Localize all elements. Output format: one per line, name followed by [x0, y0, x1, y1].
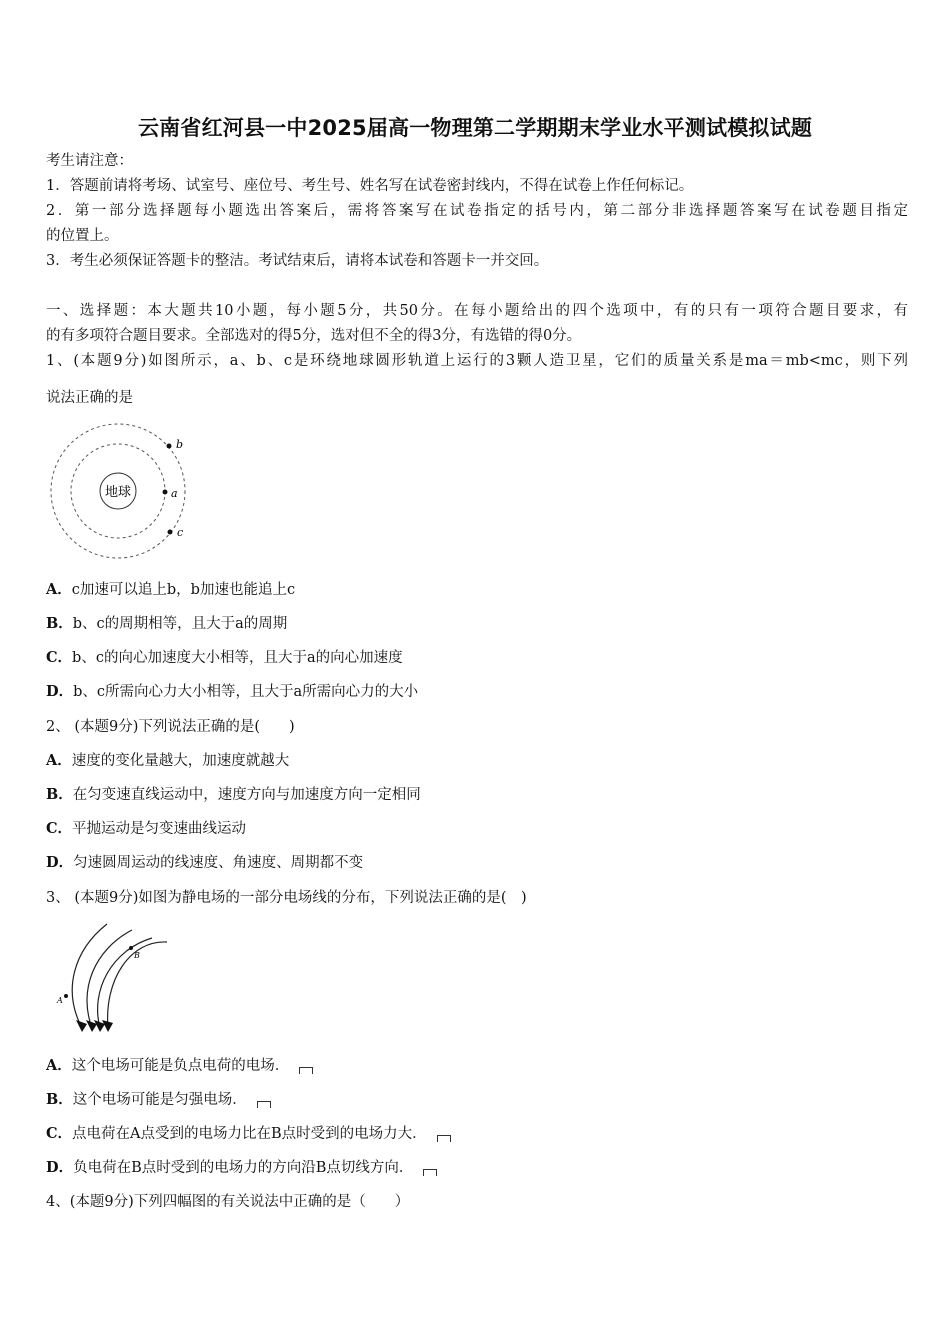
option-label: C． — [46, 820, 73, 837]
answer-mark-icon — [257, 1101, 271, 1108]
option-label: B． — [46, 1091, 73, 1108]
q4-stem: 4、(本题9分)下列四幅图的有关说法中正确的是（ ） — [46, 1194, 410, 1210]
q3-option-d — [46, 1158, 908, 1178]
option-label: B． — [46, 786, 73, 803]
q1-stem-cont: 说法正确的是 — [46, 390, 133, 406]
q2-stem: 2、 (本题9分)下列说法正确的是( ) — [46, 719, 295, 735]
option-text: b、c的周期相等，且大于a的周期 — [72, 616, 288, 632]
section-intro-line1: 一、选择题：本大题共10小题，每小题5分，共50分。在每小题给出的四个选项中，有的只有一项符合题目要求，有 — [46, 303, 908, 319]
q3-option-a — [46, 1056, 908, 1076]
option-label: B． — [46, 615, 73, 632]
field-line-1 — [72, 924, 107, 1028]
q2-option-b — [46, 785, 908, 805]
option-text: 速度的变化量越大，加速度就越大 — [71, 753, 290, 769]
option-text: b、c的向心加速度大小相等，且大于a的向心加速度 — [72, 650, 403, 666]
option-text: 在匀变速直线运动中，速度方向与加速度方向一定相同 — [72, 787, 421, 803]
option-label: C． — [46, 649, 73, 666]
notice-heading: 考生请注意： — [46, 153, 133, 169]
option-text: c加速可以追上b，b加速也能追上c — [71, 582, 296, 598]
option-text: 匀速圆周运动的线速度、角速度、周期都不变 — [73, 855, 364, 871]
q1-option-c — [46, 648, 908, 668]
satellite-a — [163, 490, 168, 495]
q3-option-c — [46, 1124, 908, 1144]
arrow-1 — [76, 1020, 87, 1032]
notice-item-1: 1．答题前请将考场、试室号、座位号、考生号、姓名写在试卷密封线内，不得在试卷上作任何标记。 — [46, 178, 694, 194]
answer-mark-icon — [299, 1067, 313, 1074]
option-text: 点电荷在A点受到的电场力比在B点时受到的电场力大． — [72, 1126, 427, 1142]
section-intro-line2: 的有多项符合题目要求。全部选对的得5分，选对但不全的得3分，有选错的得0分。 — [46, 328, 582, 344]
point-b — [129, 946, 133, 950]
satellite-c-label: c — [177, 526, 184, 539]
notice-item-3: 3．考生必须保证答题卡的整洁。考试结束后，请将本试卷和答题卡一并交回。 — [46, 253, 549, 269]
option-label: D． — [46, 683, 74, 700]
option-text: 这个电场可能是负点电荷的电场． — [71, 1058, 290, 1074]
q3-stem: 3、 (本题9分)如图为静电场的一部分电场线的分布，下列说法正确的是( ) — [46, 890, 527, 906]
q3-option-b — [46, 1090, 908, 1110]
q2-option-d — [46, 853, 908, 873]
satellite-a-label: a — [171, 487, 178, 500]
answer-mark-icon — [437, 1135, 451, 1142]
q1-orbit-figure — [46, 418, 196, 563]
q1-stem: 1、(本题9分)如图所示，a、b、c是环绕地球圆形轨道上运行的3颗人造卫星，它们的质量关系是ma＝mb<mc，则下列 — [46, 353, 908, 369]
q1-option-a — [46, 580, 908, 600]
q1-option-b — [46, 614, 908, 634]
point-a-label: A — [57, 996, 63, 1005]
notice-item-2: 2．第一部分选择题每小题选出答案后，需将答案写在试卷指定的括号内，第二部分非选择题答案写在试卷题目指定 — [46, 203, 908, 219]
option-label: C． — [46, 1125, 73, 1142]
point-a — [64, 994, 68, 998]
point-b-label: B — [134, 951, 140, 960]
option-label: A． — [46, 752, 72, 769]
field-line-3 — [98, 938, 152, 1028]
satellite-b — [167, 444, 172, 449]
satellite-b-label: b — [176, 438, 184, 451]
q3-field-line-figure — [52, 920, 172, 1035]
field-line-2 — [87, 930, 132, 1028]
option-text: 负电荷在B点时受到的电场力的方向沿B点切线方向． — [73, 1160, 414, 1176]
option-label: D． — [46, 1159, 74, 1176]
earth-label: 地球 — [104, 485, 132, 500]
q2-option-a — [46, 751, 908, 771]
option-text: b、c所需向心力大小相等，且大于a所需向心力的大小 — [73, 684, 419, 700]
option-label: A． — [46, 581, 72, 598]
option-text: 平抛运动是匀变速曲线运动 — [72, 821, 247, 837]
notice-item-2-cont: 的位置上。 — [46, 228, 119, 244]
option-label: D． — [46, 854, 74, 871]
exam-title: 云南省红河县一中2025届高一物理第二学期期末学业水平测试模拟试题 — [137, 116, 813, 140]
option-text: 这个电场可能是匀强电场． — [72, 1092, 247, 1108]
q2-option-c — [46, 819, 908, 839]
q1-option-d — [46, 682, 908, 702]
answer-mark-icon — [423, 1169, 437, 1176]
option-label: A． — [46, 1057, 72, 1074]
satellite-c — [168, 530, 173, 535]
